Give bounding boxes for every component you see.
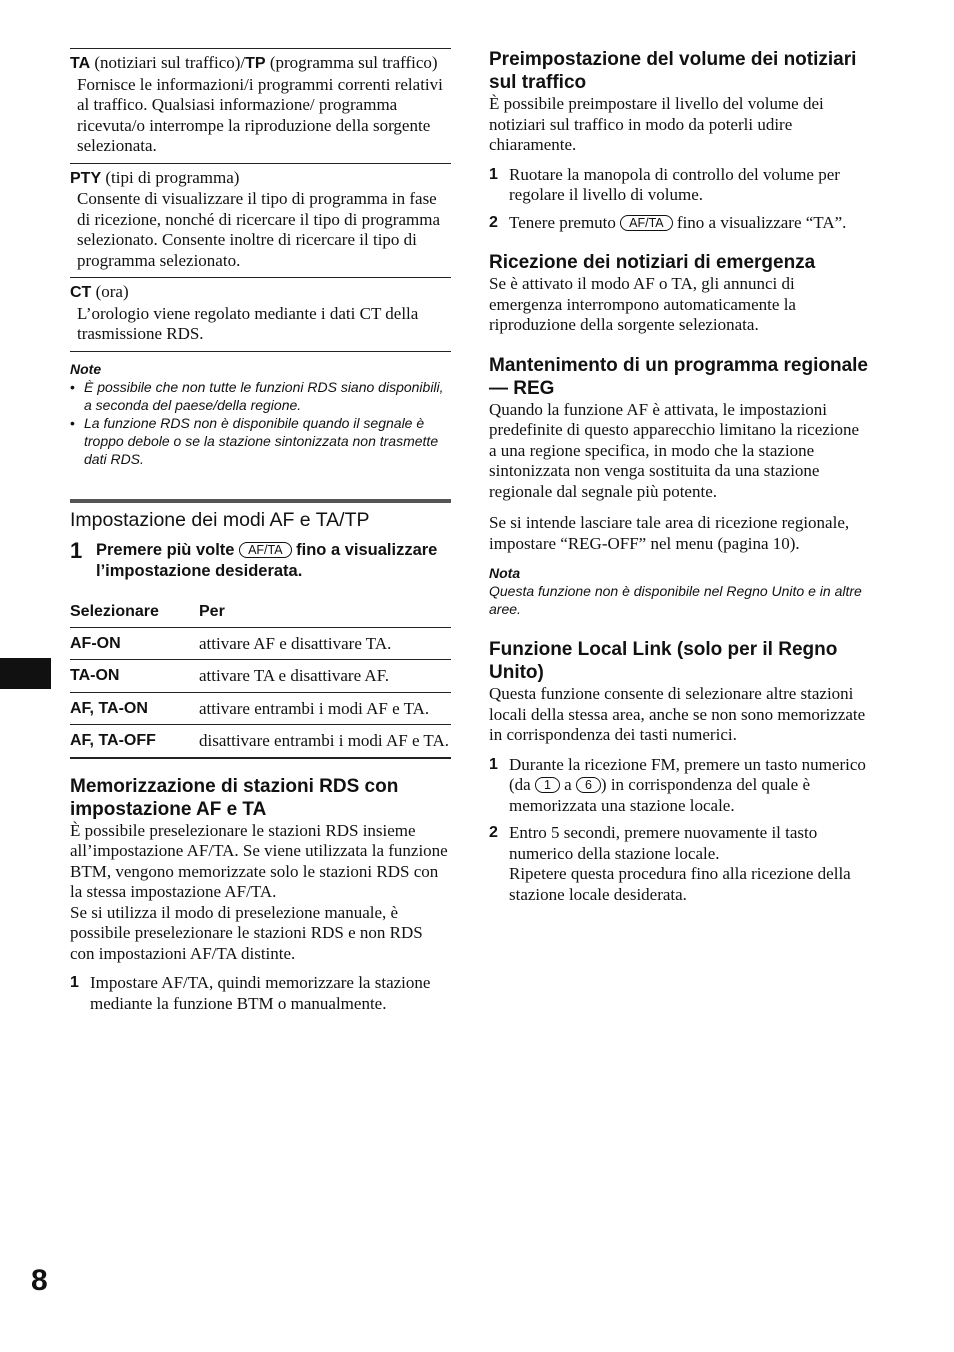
step-text-part: ) in corrispondenza del quale è memorizzata una stazione locale. [509,775,811,815]
term-label: CT [70,284,92,301]
step-number: 1 [70,537,83,563]
step-text [509,823,869,905]
term-label: TA [70,55,91,72]
section-title: Mantenimento di un programma regionale — REG [489,354,868,399]
table-header: Per [199,596,451,628]
section-volume [489,48,869,233]
step-text [509,213,846,234]
table-row [70,725,451,758]
note-box [489,564,869,618]
paragraph: È possibile preselezionare le stazioni RDS insieme all’impostazione AF/TA. Se viene utilizzata la funzione BTM, vengono memorizzate solo le stazioni RDS con la stessa impostazione AF/TA. [70,820,448,901]
af-ta-key: AF/TA [239,542,292,558]
note-title: Note [70,360,102,377]
section-title: Funzione Local Link (solo per il Regno Unito) [489,639,838,683]
table-cell: attivare TA e disattivare AF. [199,660,451,693]
note-title: Nota [489,565,521,581]
selection-table [70,596,451,759]
step-number: 2 [489,824,498,841]
table-cell: attivare AF e disattivare TA. [199,627,451,660]
table-cell: AF, TA-ON [70,692,199,725]
step-text-part: a [559,775,576,794]
term-heading [70,282,451,304]
number-key-1: 1 [535,777,560,793]
table-cell: TA-ON [70,660,199,693]
note-box [70,360,451,468]
term-gloss: (notiziari sul traffico)/ [90,53,246,72]
note-item [70,414,451,468]
instruction-step [489,755,869,817]
instruction-step [489,823,869,905]
note-item-text: La funzione RDS non è disponibile quando il segnale è troppo debole o se la stazione sintonizzata non trasmette dati RDS. [84,414,439,467]
step-text-part: Premere più volte [96,540,240,559]
divider [70,351,451,352]
paragraph: Se è attivato il modo AF o TA, gli annunci di emergenza interrompono automaticamente la riproduzione della sorgente selezionata. [489,274,796,334]
paragraph: Quando la funzione AF è attivata, le impostazioni predefinite di questo apparecchio limitano la ricezione a una regione specifica, in modo che la stazione sintonizzata non venga sostituita da una stazione regionale dal segnale più potente. [489,399,860,501]
section-title: Memorizzazione di stazioni RDS con impostazione AF e TA [70,775,399,820]
left-column [70,48,451,1014]
af-ta-key: AF/TA [620,215,673,231]
paragraph: Questa funzione consente di selezionare altre stazioni locali della stessa area, anche se non sono memorizzate in corrispondenza dei tasti numerici. [489,684,866,744]
term-gloss: (ora) [91,282,129,301]
term-block-pty [70,163,451,278]
step-text [96,540,451,582]
term-gloss: (programma sul traffico) [265,53,438,72]
paragraph: È possibile preimpostare il livello del volume dei notiziari sul traffico in modo da poterli udire chiaramente. [489,94,824,154]
table-row [70,692,451,725]
step-text-part: Entro 5 secondi, premere nuovamente il tasto numerico della stazione locale. [509,823,818,863]
instruction-step [489,165,869,206]
step-number: 2 [489,213,498,231]
table-row [70,660,451,693]
section-emergency [489,251,869,336]
term-label: TP [245,55,266,72]
term-description: L’orologio viene regolato mediante i dati CT della trasmissione RDS. [77,303,419,343]
term-label: PTY [70,169,102,187]
term-heading [70,53,451,75]
section-title: Impostazione dei modi AF e TA/TP [70,508,370,531]
table-cell: AF, TA-OFF [70,725,199,758]
step-text-part: fino a visualizzare l’impostazione desiderata. [96,540,438,580]
step-number: 1 [489,165,498,183]
step-text-part: Ripetere questa procedura fino alla ricezione della stazione locale desiderata. [509,864,851,904]
section-local-link [489,638,869,905]
step-number: 1 [70,974,79,991]
term-gloss: (tipi di programma) [101,167,240,187]
instruction-step [70,973,451,1014]
section-reg [489,354,869,619]
note-item [70,378,451,414]
section-tab-marker [0,658,51,689]
step-text-part: Durante la ricezione FM, premere un tasto numerico (da [509,754,866,794]
page-number: 8 [31,1264,48,1297]
table-cell: AF-ON [70,627,199,660]
instruction-step [489,213,869,234]
instruction-step [70,537,451,582]
paragraph: Se si intende lasciare tale area di ricezione regionale, impostare “REG-OFF” nel menu (pagina 10). [489,513,850,553]
term-description: Fornisce le informazioni/i programmi correnti relativi al traffico. Qualsiasi informazione/ programma ricevuta/o interrompe la riproduzione della sorgente selezionata. [77,74,443,155]
step-text-part: fino a visualizzare “TA”. [672,212,847,232]
table-cell: attivare entrambi i modi AF e TA. [199,692,451,725]
right-column [489,48,869,905]
bullet-icon: • [70,378,75,395]
step-text: Ruotare la manopola di controllo del volume per regolare il livello di volume. [509,164,840,204]
section-memorizzazione [70,775,451,1015]
term-block-ct [70,277,451,351]
step-text [509,755,869,817]
note-text: Questa funzione non è disponibile nel Regno Unito e in altre aree. [489,583,862,617]
section-title: Ricezione dei notiziari di emergenza [489,252,816,273]
number-key-6: 6 [576,777,601,793]
paragraph: Se si utilizza il modo di preselezione manuale, è possibile preselezionare le stazioni RDS e non RDS con impostazioni AF/TA distinte. [70,902,423,963]
term-block-ta-tp [70,48,451,163]
note-item-text: È possibile che non tutte le funzioni RDS siano disponibili, a seconda del paese/della regione. [84,378,444,413]
bullet-icon: • [70,414,75,431]
step-text-part: Tenere premuto [509,212,621,232]
step-number: 1 [489,755,498,773]
section-af-ta [70,499,451,759]
term-heading [70,168,451,190]
step-text: Impostare AF/TA, quindi memorizzare la stazione mediante la funzione BTM o manualmente. [90,973,431,1013]
table-cell: disattivare entrambi i modi AF e TA. [199,725,451,758]
term-description: Consente di visualizzare il tipo di programma in fase di ricezione, nonché di ricercare il tipo di programma selezionato. Consente inoltre di ricercare il tipo di programma selezionato. [77,189,440,270]
table-header: Selezionare [70,596,199,628]
table-row [70,627,451,660]
section-title: Preimpostazione del volume dei notiziari sul traffico [489,49,857,93]
